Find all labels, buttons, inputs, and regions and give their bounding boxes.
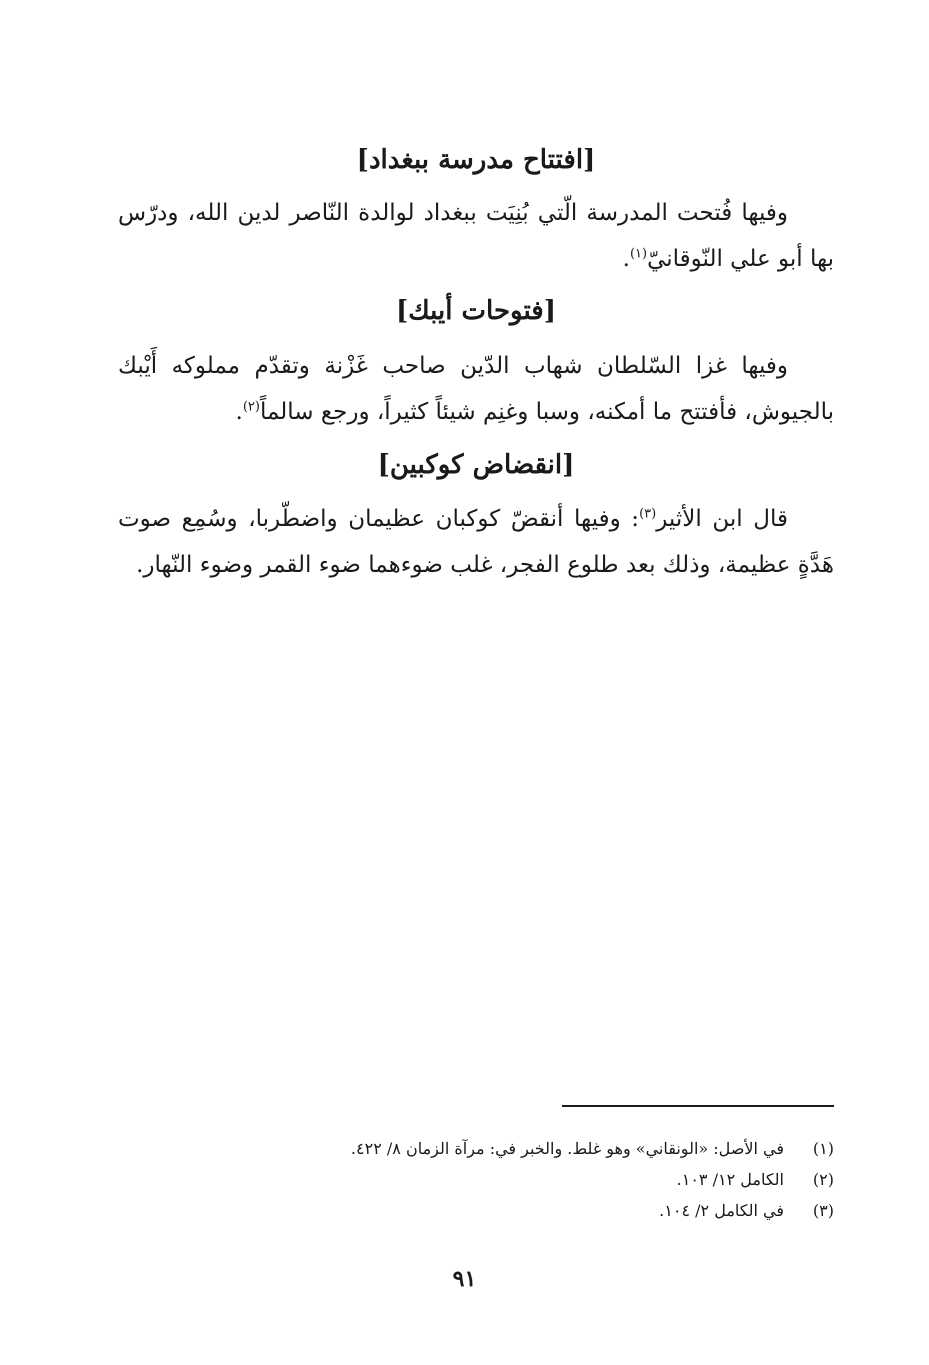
paragraph-madrasa: [118, 190, 834, 282]
section-title-madrasa: [افتتاح مدرسة ببغداد]: [356, 145, 596, 175]
paragraph-aybak-text: وفيها غزا السّلطان شهاب الدّين صاحب غَزْنة وتقدّم مملوكه أَيْبك بالجيوش، فأفتتح ما أمكنه، وسبا وغنِم شيئاً كثيراً، ورجع سالماً: [118, 353, 834, 425]
footnote-1: [118, 1133, 834, 1164]
footnote-1-text: في الأصل: «الونقاني» وهو غلط. والخبر في: مرآة الزمان ٨/ ٤٢٢.: [350, 1139, 784, 1158]
paragraph-madrasa-text: وفيها فُتحت المدرسة الّتي بُنِيَت ببغداد لوالدة النّاصر لدين الله، ودرّس بها أبو علي النّوقانيّ: [118, 200, 834, 272]
page-number: ٩١: [452, 1266, 477, 1292]
footnote-separator: [562, 1105, 834, 1107]
footnote-3-number: (٣): [812, 1201, 834, 1220]
footnote-2-text: الكامل ١٢/ ١٠٣.: [676, 1170, 784, 1189]
section-madrasa: [118, 143, 834, 282]
footnote-3-text: في الكامل ٢/ ١٠٤.: [659, 1201, 784, 1220]
section-meteors: [118, 448, 834, 588]
footnote-ref-1: (١): [629, 246, 648, 262]
footnotes: [118, 1133, 834, 1226]
section-title-meteors: [انقضاض كوكبين]: [377, 450, 575, 480]
paragraph-madrasa-end: .: [622, 246, 630, 272]
section-aybak: [118, 294, 834, 435]
paragraph-aybak: [118, 343, 834, 435]
paragraph-aybak-end: .: [235, 399, 243, 425]
paragraph-meteors-end: : وفيها أنقضّ كوكبان عظيمان واضطّربا، وسُمِع صوت هَدَّةٍ عظيمة، وذلك بعد طلوع الفجر، غلب ضوءهما ضوء القمر وضوء النّهار.: [118, 506, 834, 578]
paragraph-meteors: [118, 496, 834, 588]
section-title-aybak: [فتوحات أيبك]: [395, 296, 557, 326]
footnote-ref-2: (٢): [242, 399, 260, 415]
footnote-3: [118, 1195, 834, 1226]
footnote-ref-3: (٣): [639, 506, 657, 522]
footnote-2: [118, 1164, 834, 1195]
paragraph-meteors-text: قال ابن الأثير: [656, 506, 788, 532]
footnote-1-number: (١): [812, 1139, 834, 1158]
footnote-2-number: (٢): [812, 1170, 834, 1189]
